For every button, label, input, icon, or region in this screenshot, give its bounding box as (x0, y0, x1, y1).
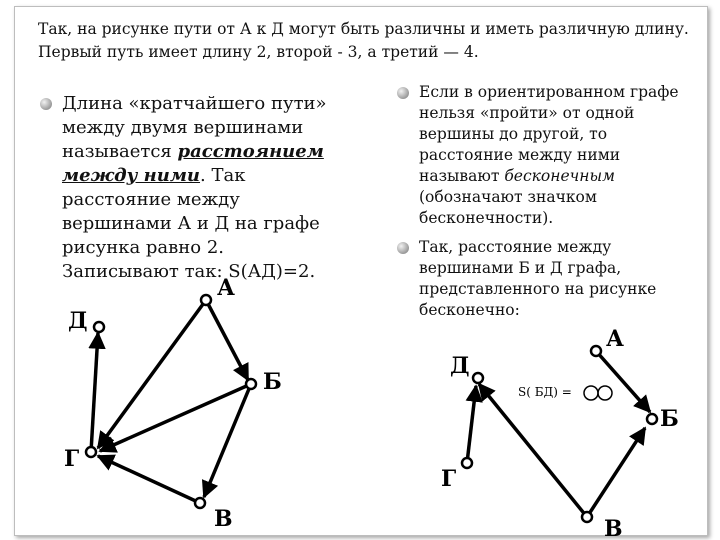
distance-label: S( БД) = (518, 385, 572, 399)
intro-line-1: Так, на рисунке пути от А к Д могут быть различны и иметь различную длину. (38, 20, 689, 38)
edge-a-b (596, 351, 650, 412)
bullet-text: Так, расстояние между вершинами Б и Д графа, представленного на рисунке бесконечно: (419, 238, 657, 319)
term-distance: расстоянием между ними (62, 141, 324, 186)
infinity-icon (584, 386, 612, 400)
term-infinite: бесконечным (504, 167, 615, 185)
vertex-a (591, 346, 601, 356)
intro-line-2: Первый путь имеет длину 2, второй - 3, а третий — 4. (38, 43, 479, 61)
vertex-g (462, 458, 472, 468)
label-b: Б (263, 369, 282, 395)
vertex-a (201, 295, 211, 305)
label-a: А (606, 326, 624, 352)
label-d: Д (450, 353, 470, 379)
edge-v-g (98, 456, 200, 503)
graph-1 (64, 275, 282, 532)
bullet-text-2: (обозначают значком бесконечности). (419, 188, 597, 227)
edge-g-d (91, 333, 98, 452)
vertex-b (246, 379, 256, 389)
edge-v-d (479, 384, 587, 517)
vertex-g (86, 447, 96, 457)
bullet-text-1: Если в ориентированном графе нельзя «пройти» от одной вершины до другой, то расстояние между ними называют (419, 83, 679, 185)
label-a: А (217, 275, 235, 301)
vertex-d (94, 322, 104, 332)
label-b: Б (660, 406, 679, 432)
label-v: В (604, 516, 623, 540)
edge-v-b (587, 428, 645, 517)
label-g: Г (64, 446, 80, 472)
edge-a-b (206, 300, 248, 380)
vertex-v (195, 498, 205, 508)
bullet-text-1: Длина «кратчайшего пути» между двумя вершинами называется (62, 93, 327, 162)
edge-a-g (98, 300, 206, 448)
bullet-text-2: . Так расстояние между вершинами А и Д на графе рисунка равно 2. Записывают так: S(АД)=2. (62, 165, 320, 282)
label-d: Д (68, 308, 88, 334)
label-v: В (214, 506, 233, 532)
vertex-b (647, 414, 657, 424)
label-g: Г (441, 466, 457, 492)
edge-g-d (467, 386, 476, 463)
vertex-d (473, 373, 483, 383)
vertex-v (582, 512, 592, 522)
graph-2 (441, 326, 679, 540)
